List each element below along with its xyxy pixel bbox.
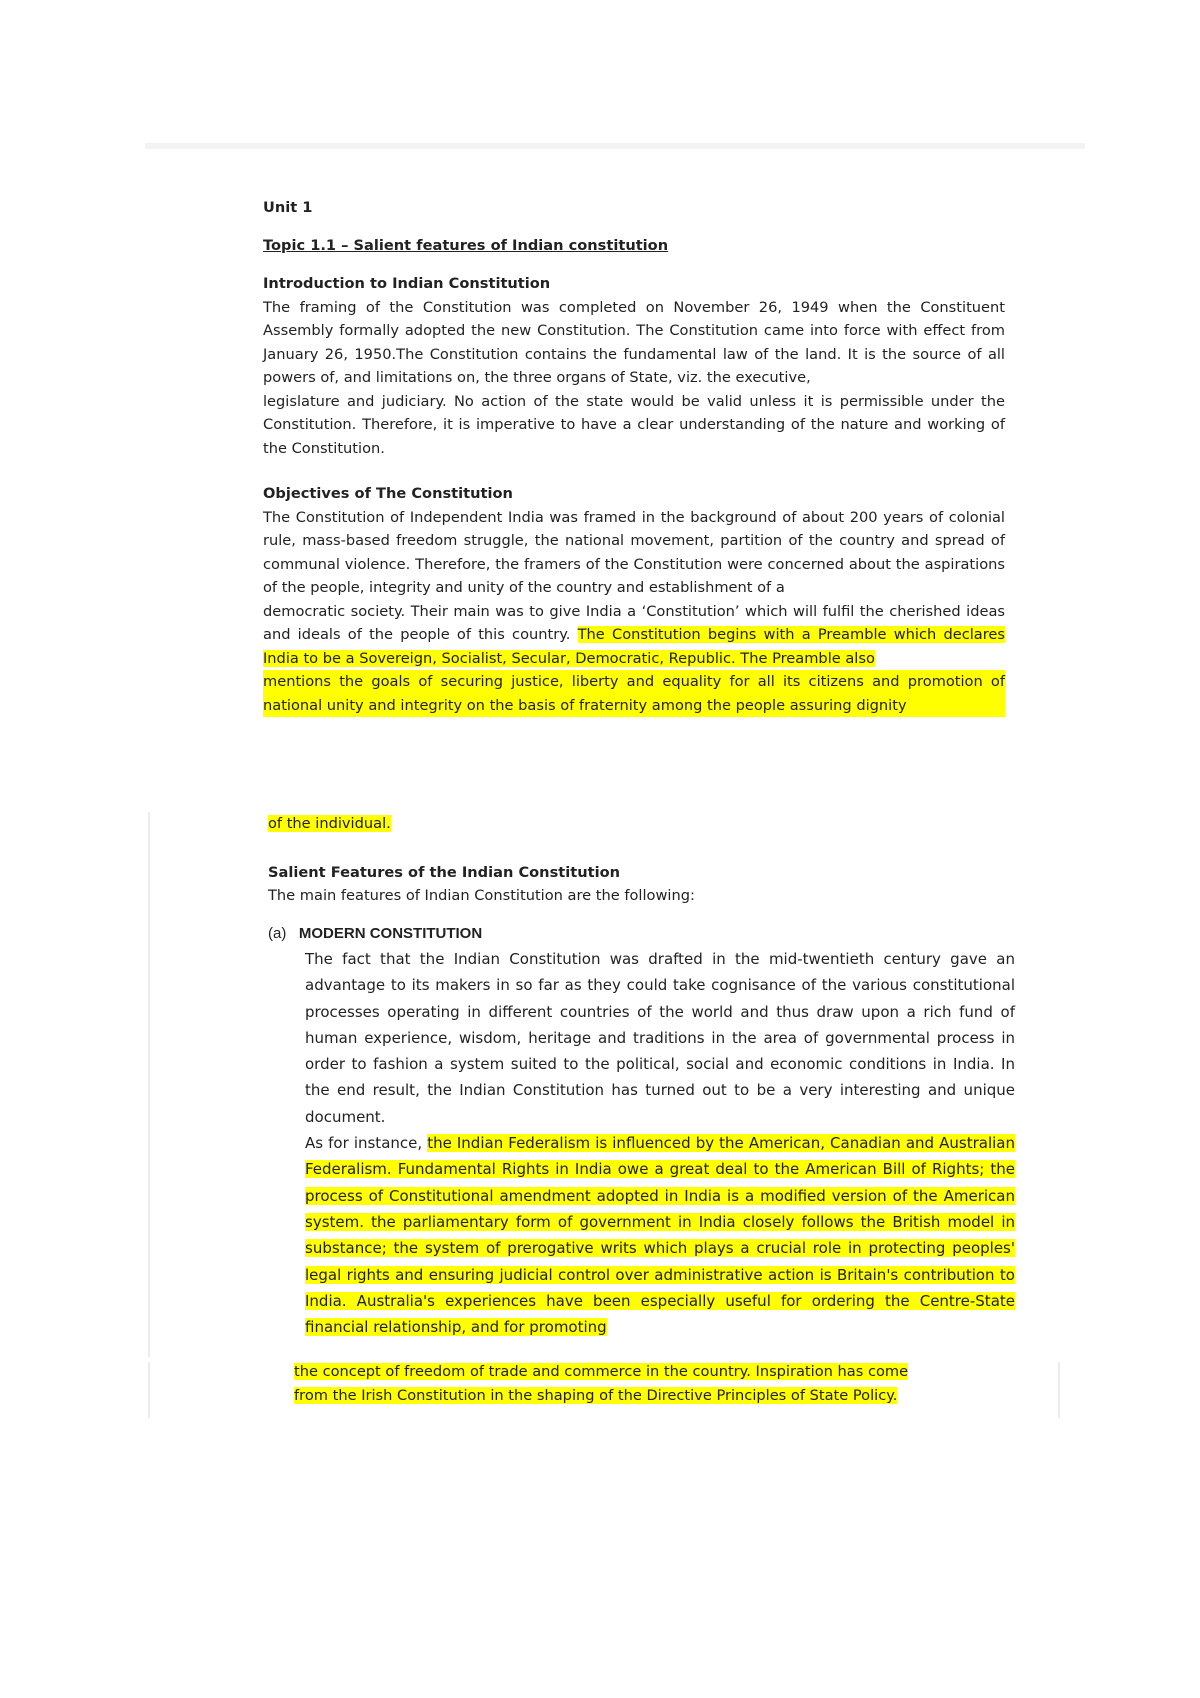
- list-item-paragraph-1: The fact that the Indian Constitution was drafted in the mid-twentieth century gave an advantage to its makers in so far as they could take cognisance of the various constitutional processes operating in different countries of the world and thus draw upon a rich fund of human experience, wisdom, heritage and traditions in the area of governmental process in order to fashion a system suited to the political, social and economic conditions in India. In the end result, the Indian Constitution has turned out to be a very interesting and unique document.: [305, 950, 1015, 1126]
- highlighted-text: The Constitution begins with a Preamble which declares India to be a Sovereign, Socialist, Secular, Democratic, Republic. The Preamble also: [263, 626, 1005, 667]
- intro-paragraph-1: The framing of the Constitution was completed on November 26, 1949 when the Constituent Assembly formally adopted the new Constitution. The Constitution came into force with effect from January 26, 1950.The Constitution contains the fundamental law of the land. It is the source of all powers of, and limitations on, the three organs of State, viz. the executive,: [263, 298, 1005, 386]
- list-item-body: [305, 946, 1015, 1340]
- intro-heading: Introduction to Indian Constitution: [263, 275, 551, 292]
- highlighted-text: of the individual.: [268, 815, 391, 832]
- objectives-paragraph-2: [263, 600, 1005, 671]
- page-top-border: [145, 143, 1085, 149]
- objectives-heading: Objectives of The Constitution: [263, 485, 513, 502]
- salient-heading: Salient Features of the Indian Constitution: [268, 863, 620, 881]
- objectives-paragraph-2-text: democratic society. Their main was to give India a ‘Constitution’ which will fulfil the cherished ideas and ideals of the people of this country.: [263, 602, 1005, 643]
- intro-paragraph-2: legislature and judiciary. No action of the state would be valid unless it is permissible under the Constitution. Therefore, it is imperative to have a clear understanding of the nature and working of the Constitution.: [263, 392, 1005, 457]
- list-item-heading: [268, 922, 1010, 946]
- topic-heading: Topic 1.1 – Salient features of Indian constitution: [263, 236, 669, 254]
- highlighted-text: the Indian Federalism is influenced by the American, Canadian and Australian Federalism. Fundamental Rights in India owe a great deal to the American Bill of Rights; the process of Constitutional amendment adopted in India is a modified version of the American system. the parliamentary form of government in India closely follows the British model in substance; the system of prerogative writs which plays a crucial role in protecting peoples' legal rights and ensuring judicial control over administrative action is Britain's contribution to India. Australia's experiences have been especially useful for ordering the Centre-State financial relationship, and for promoting: [305, 1134, 1015, 1337]
- list-item-marker: (a): [268, 924, 287, 942]
- highlighted-text: the concept of freedom of trade and commerce in the country. Inspiration has come: [294, 1363, 909, 1380]
- page-left-border: [148, 812, 150, 1357]
- document-section-salient: [268, 812, 1010, 945]
- list-item-paragraph-3-line-1: [294, 1360, 954, 1384]
- salient-intro: The main features of Indian Constitution are the following:: [268, 887, 695, 904]
- list-item-paragraph-2: [305, 1130, 1015, 1340]
- objectives-paragraph-1: The Constitution of Independent India was framed in the background of about 200 years of colonial rule, mass-based freedom struggle, the national movement, partition of the country and spread of communal violence. Therefore, the framers of the Constitution were concerned about the aspirations of the people, integrity and unity of the country and establishment of a: [263, 508, 1005, 596]
- unit-heading: Unit 1: [263, 199, 313, 216]
- list-item-title: MODERN CONSTITUTION: [298, 924, 483, 942]
- list-item-continuation: [294, 1360, 954, 1408]
- document-section-intro: [263, 196, 1005, 717]
- page-left-border-lower: [148, 1362, 150, 1418]
- highlighted-text: from the Irish Constitution in the shaping of the Directive Principles of State Policy.: [294, 1387, 898, 1404]
- objectives-paragraph-3: mentions the goals of securing justice, liberty and equality for all its citizens and promotion of national unity and integrity on the basis of fraternity among the people assuring dignity: [263, 670, 1005, 717]
- objectives-paragraph-4: [268, 812, 1010, 836]
- list-item-paragraph-3-line-2: [294, 1384, 954, 1408]
- page-right-border-lower: [1058, 1362, 1060, 1418]
- list-item-paragraph-2-text: As for instance,: [305, 1134, 428, 1153]
